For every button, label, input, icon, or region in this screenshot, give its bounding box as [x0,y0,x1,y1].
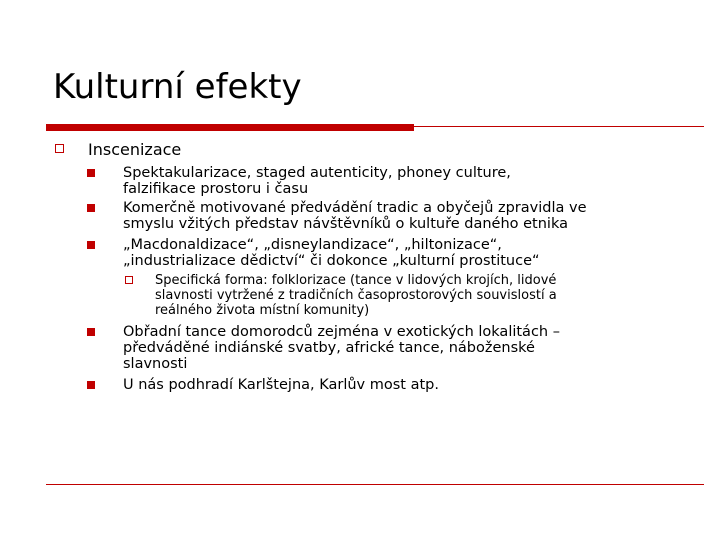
filled-square-bullet-icon [87,204,95,212]
hollow-square-bullet-icon [55,144,64,153]
bullet-item-4-line-1: Obřadní tance domorodců zejména v exotických lokalitách – [123,324,560,340]
sub-bullet-line-3: reálného života místní komunity) [155,303,370,318]
bullet-item-4-line-2: předváděné indiánské svatby, africké tance, náboženské [123,340,535,356]
bullet-item-1-line-1: Spektakularizace, staged autenticity, phoney culture, [123,165,511,181]
bullet-item-2-line-1: Komerčně motivované předvádění tradic a obyčejů zpravidla ve [123,200,587,216]
bullet-item-5-line-1: U nás podhradí Karlštejna, Karlův most atp. [123,377,439,393]
sub-bullet-line-1: Specifická forma: folklorizace (tance v lidových krojích, lidové [155,273,557,288]
bullet-item-4-line-3: slavnosti [123,356,188,372]
filled-square-bullet-icon [87,241,95,249]
filled-square-bullet-icon [87,169,95,177]
bullet-item-3-line-1: „Macdonaldizace“, „disneylandizace“, „hiltonizace“, [123,237,502,253]
title-divider [46,126,704,127]
footer-divider [46,484,704,485]
bullet-item-3-line-2: „industrializace dědictví“ či dokonce „kulturní prostituce“ [123,253,540,269]
hollow-square-bullet-icon [125,276,133,284]
filled-square-bullet-icon [87,328,95,336]
bullet-item-1-line-2: falzifikace prostoru i času [123,181,309,197]
filled-square-bullet-icon [87,381,95,389]
slide-title: Kulturní efekty [53,67,302,107]
sub-bullet-line-2: slavnosti vytržené z tradičních časoprostorových souvislostí a [155,288,557,303]
bullet-item-2-line-2: smyslu vžitých představ návštěvníků o kultuře daného etnika [123,216,568,232]
bullet-level1-text: Inscenizace [88,140,182,159]
